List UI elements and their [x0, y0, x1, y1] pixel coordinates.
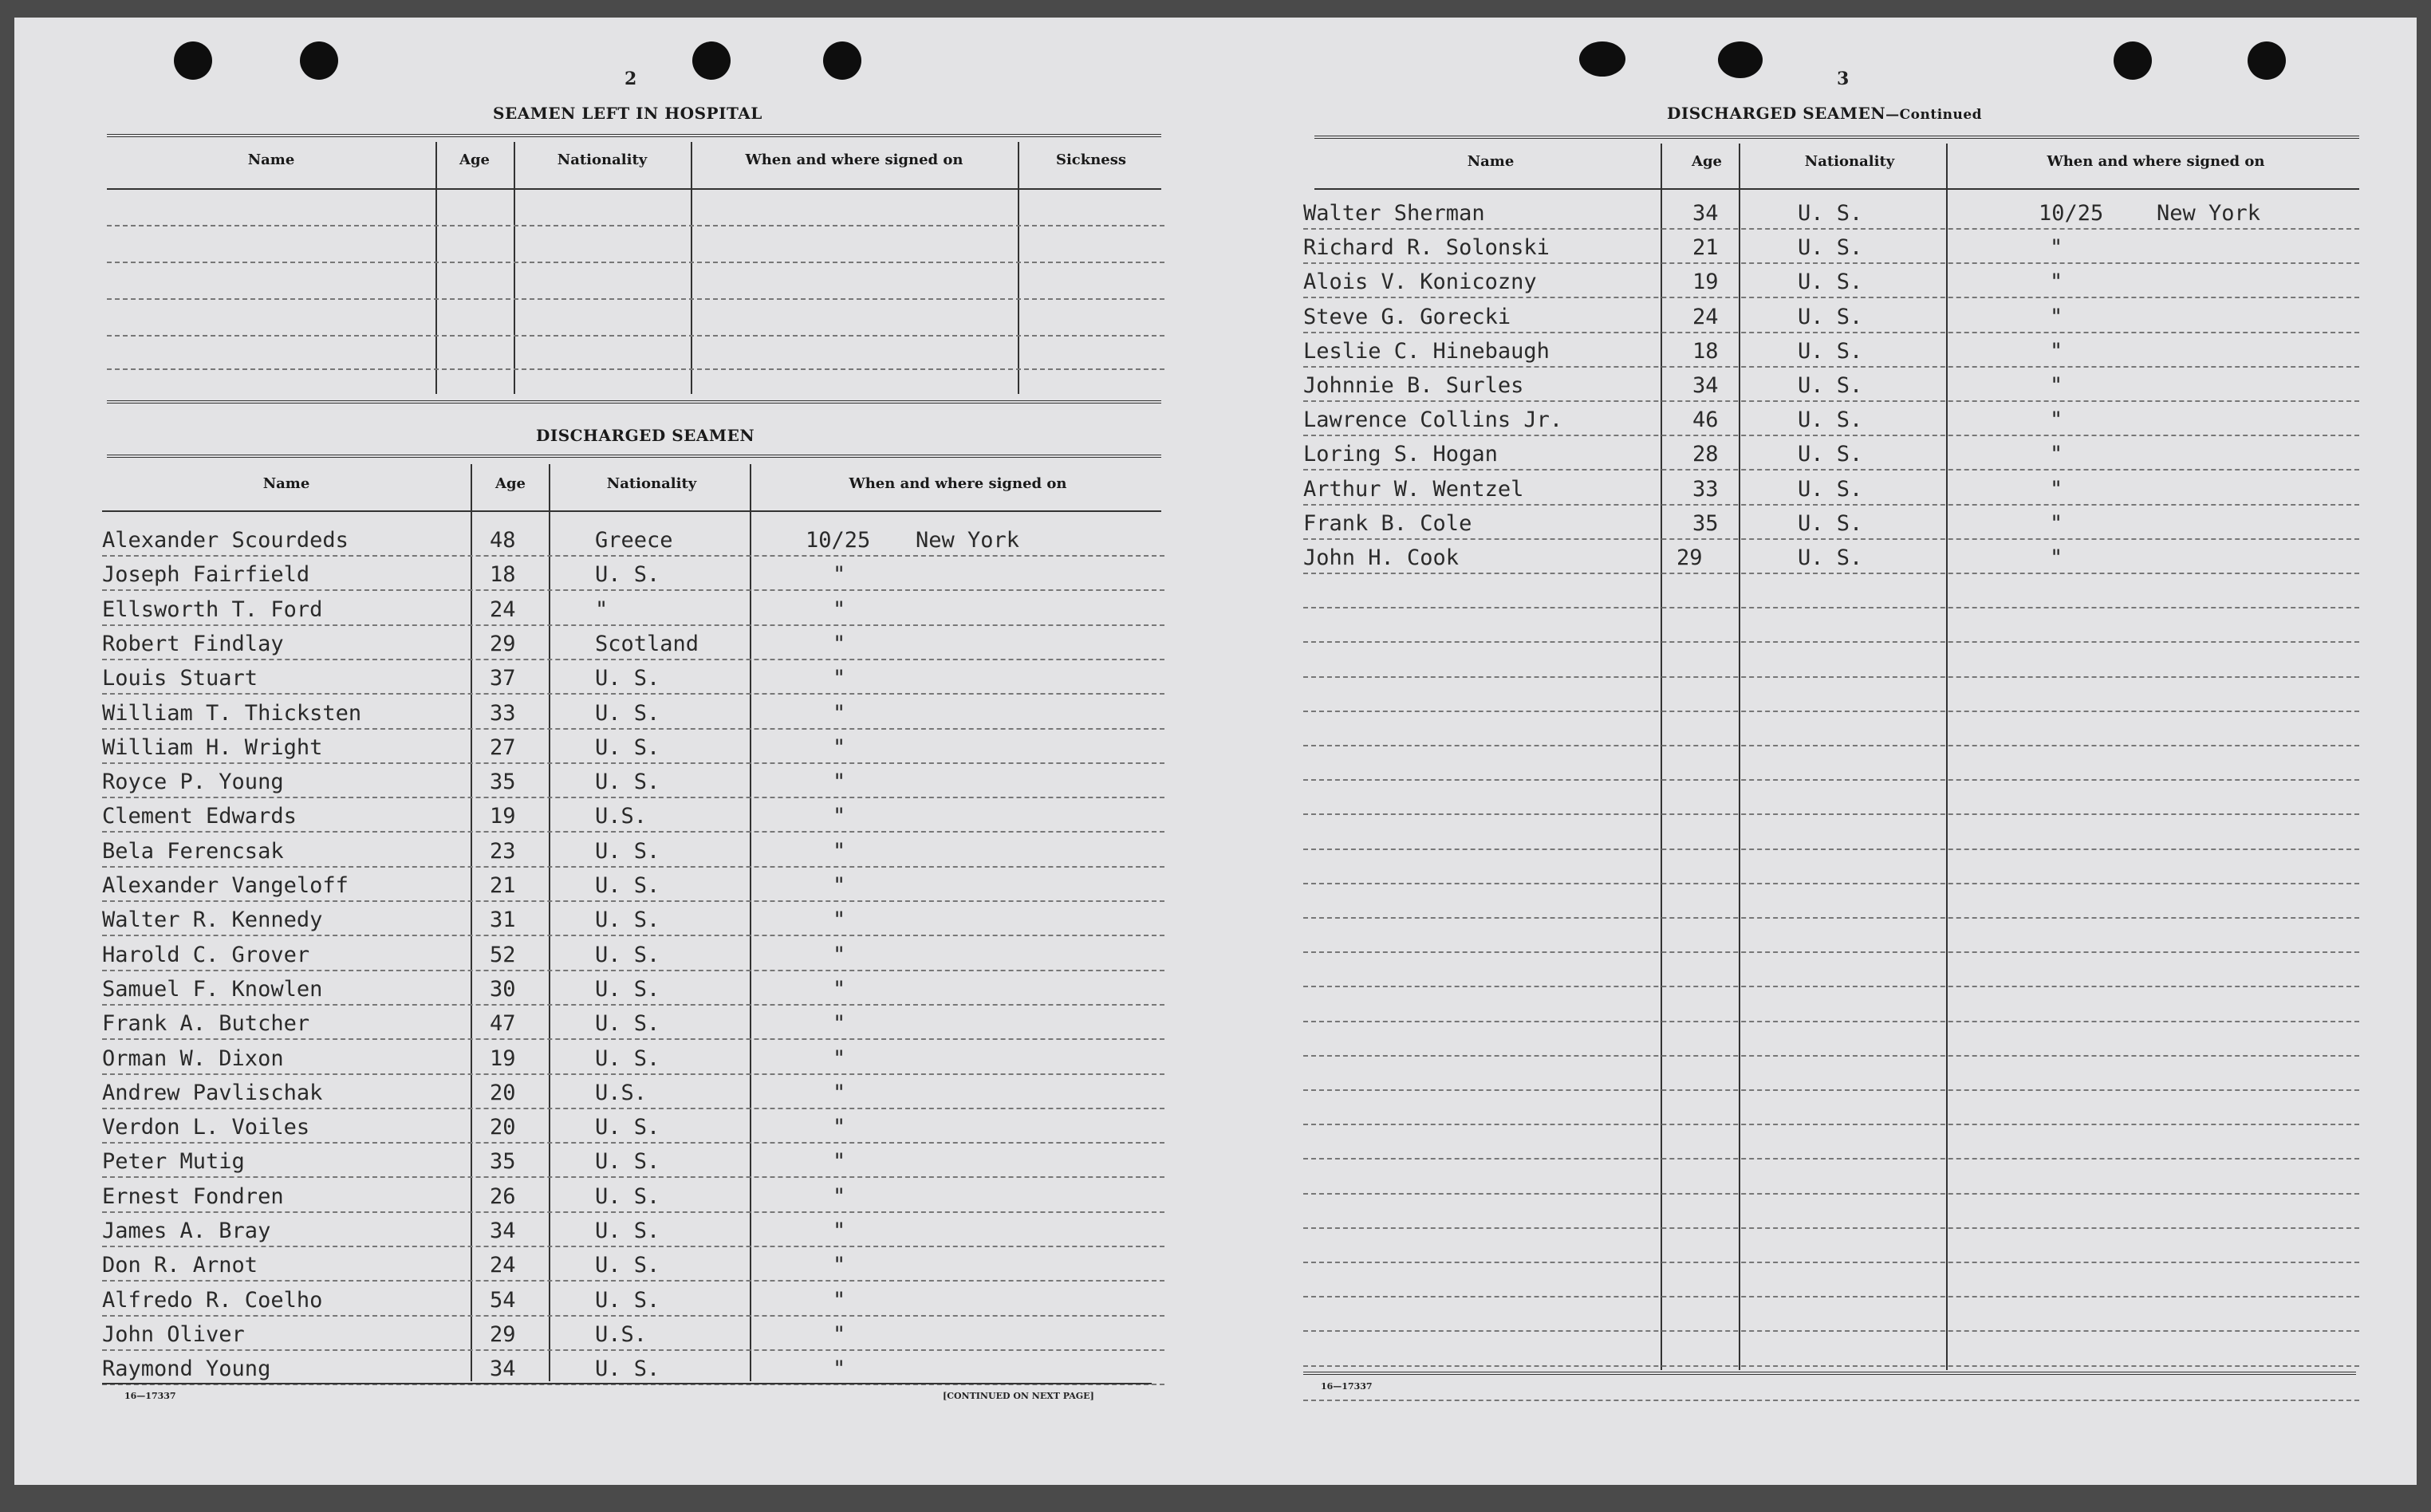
row-line	[1303, 1330, 2359, 1332]
seaman-age: 23	[490, 839, 516, 864]
signed-on-date: "	[833, 1322, 846, 1347]
seaman-name: Harold C. Grover	[102, 943, 310, 967]
row-line	[102, 1315, 1164, 1317]
row-line	[1303, 1055, 2359, 1057]
column-header: When and where signed on	[2047, 153, 2265, 170]
seaman-age: 35	[1692, 511, 1719, 536]
seaman-age: 29	[1676, 545, 1703, 570]
row-line	[1303, 986, 2359, 987]
row-line	[1303, 676, 2359, 678]
seaman-name: Raymond Young	[102, 1356, 271, 1381]
seaman-name: Royce P. Young	[102, 770, 284, 794]
seaman-name: Loring S. Hogan	[1303, 442, 1498, 467]
row-line	[1303, 641, 2359, 643]
column-header: Sickness	[1055, 152, 1127, 168]
row-line	[1303, 332, 2359, 333]
row-line	[1303, 469, 2359, 471]
signed-on-date: "	[833, 943, 846, 967]
form-number: 16—17337	[1321, 1381, 1373, 1392]
row-line	[1303, 1296, 2359, 1297]
seaman-age: 46	[1692, 408, 1719, 432]
seaman-name: Orman W. Dixon	[102, 1046, 284, 1071]
seaman-age: 34	[490, 1219, 516, 1243]
blank-row-line	[107, 368, 1164, 370]
seaman-nationality: U. S.	[595, 701, 660, 726]
seaman-name: Robert Findlay	[102, 632, 284, 656]
signed-on-date: "	[2050, 442, 2063, 467]
row-line	[102, 866, 1164, 868]
seaman-name: Alois V. Konicozny	[1303, 270, 1537, 294]
seaman-name: James A. Bray	[102, 1219, 271, 1243]
row-line	[102, 589, 1164, 591]
seaman-age: 24	[490, 597, 516, 622]
row-line	[102, 659, 1164, 660]
row-line	[102, 762, 1164, 764]
seaman-nationality: U.S.	[595, 1081, 648, 1105]
column-header: When and where signed on	[849, 475, 1067, 492]
seaman-nationality: U.S.	[595, 1322, 648, 1347]
row-line	[1303, 883, 2359, 884]
row-line	[102, 1004, 1164, 1006]
seaman-nationality: U. S.	[1798, 270, 1863, 294]
row-line	[102, 1246, 1164, 1247]
seaman-age: 21	[1692, 235, 1719, 260]
column-header: When and where signed on	[745, 152, 963, 168]
seaman-nationality: U. S.	[1798, 477, 1863, 502]
seaman-age: 24	[1692, 305, 1719, 329]
row-line	[1303, 1262, 2359, 1263]
seaman-nationality: U. S.	[595, 908, 660, 932]
column-divider	[750, 464, 751, 1381]
row-line	[102, 1108, 1164, 1109]
signed-on-date: "	[2050, 477, 2063, 502]
seaman-nationality: U. S.	[1798, 201, 1863, 226]
blank-row-line	[107, 225, 1164, 226]
column-header: Age	[1691, 153, 1722, 170]
seaman-nationality: U. S.	[1798, 305, 1863, 329]
seaman-nationality: U.S.	[595, 804, 648, 829]
row-line	[1303, 951, 2359, 953]
row-line	[1303, 711, 2359, 712]
rule	[1314, 136, 2359, 141]
seaman-name: Frank B. Cole	[1303, 511, 1472, 536]
seaman-name: Don R. Arnot	[102, 1253, 258, 1278]
row-line	[1303, 1365, 2359, 1367]
seaman-nationality: U. S.	[1798, 408, 1863, 432]
row-line	[1303, 1021, 2359, 1022]
seaman-nationality: U. S.	[1798, 511, 1863, 536]
blank-row-line	[107, 298, 1164, 300]
seaman-name: William H. Wright	[102, 735, 323, 760]
row-line	[1303, 849, 2359, 850]
column-header: Age	[494, 475, 526, 492]
seaman-age: 54	[490, 1288, 516, 1313]
seaman-age: 34	[1692, 201, 1719, 226]
seaman-age: 19	[490, 804, 516, 829]
row-line	[102, 797, 1164, 798]
signed-on-date: "	[833, 1253, 846, 1278]
column-divider	[549, 464, 550, 1381]
signed-on-date: "	[833, 735, 846, 760]
row-line	[102, 1176, 1164, 1178]
row-line	[102, 1038, 1164, 1040]
rule	[107, 400, 1161, 406]
signed-on-date: "	[2050, 408, 2063, 432]
row-line	[1303, 1124, 2359, 1125]
row-line	[1303, 745, 2359, 746]
row-line	[1303, 504, 2359, 506]
row-line	[1303, 1158, 2359, 1160]
signed-on-date: "	[833, 1219, 846, 1243]
seaman-age: 33	[1692, 477, 1719, 502]
seaman-age: 26	[490, 1184, 516, 1209]
seaman-age: 52	[490, 943, 516, 967]
row-line	[1303, 573, 2359, 574]
row-line	[102, 1280, 1164, 1282]
seaman-nationality: U. S.	[1798, 235, 1863, 260]
seaman-nationality: U. S.	[1798, 339, 1863, 364]
seaman-name: Richard R. Solonski	[1303, 235, 1550, 260]
row-line	[1303, 1400, 2359, 1401]
seaman-nationality: U. S.	[1798, 545, 1863, 570]
signed-on-date: "	[833, 1184, 846, 1209]
signed-on-date: "	[833, 977, 846, 1002]
column-header: Age	[459, 152, 490, 168]
seaman-age: 29	[490, 1322, 516, 1347]
seaman-name: Lawrence Collins Jr.	[1303, 408, 1563, 432]
blank-row-line	[107, 262, 1164, 263]
rule	[107, 134, 1161, 140]
title-main: DISCHARGED SEAMEN	[1667, 104, 1886, 123]
signed-on-date: "	[833, 1046, 846, 1071]
page-number: 3	[1837, 69, 1850, 89]
row-line	[102, 935, 1164, 936]
column-header: Nationality	[606, 475, 697, 492]
column-divider	[1018, 142, 1019, 394]
seaman-age: 35	[490, 770, 516, 794]
seaman-name: Walter Sherman	[1303, 201, 1485, 226]
seaman-nationality: "	[595, 597, 609, 622]
seaman-age: 18	[1692, 339, 1719, 364]
seaman-nationality: U. S.	[595, 562, 660, 587]
seaman-age: 34	[490, 1356, 516, 1381]
signed-on-date: "	[833, 701, 846, 726]
column-divider	[435, 142, 437, 394]
seaman-name: Ernest Fondren	[102, 1184, 284, 1209]
seaman-name: Clement Edwards	[102, 804, 297, 829]
row-line	[1303, 297, 2359, 298]
seaman-name: Joseph Fairfield	[102, 562, 310, 587]
row-line	[1303, 1089, 2359, 1091]
row-line	[1303, 366, 2359, 368]
seaman-nationality: U. S.	[595, 1184, 660, 1209]
rule	[102, 1383, 1152, 1384]
signed-on-date: "	[2050, 235, 2063, 260]
seaman-nationality: U. S.	[595, 1253, 660, 1278]
signed-on-date: "	[833, 1288, 846, 1313]
seaman-age: 48	[490, 528, 516, 553]
form-number: 16—17337	[124, 1391, 176, 1401]
column-header: Name	[247, 152, 295, 168]
signed-on-date: 10/25	[806, 528, 871, 553]
column-divider	[1739, 144, 1740, 1370]
signed-on-date: "	[2050, 305, 2063, 329]
signed-on-date: "	[833, 804, 846, 829]
seaman-name: Leslie C. Hinebaugh	[1303, 339, 1550, 364]
row-line	[102, 693, 1164, 695]
seaman-name: Johnnie B. Surles	[1303, 373, 1524, 398]
column-divider	[1661, 144, 1662, 1370]
seaman-nationality: U. S.	[1798, 442, 1863, 467]
rule	[102, 510, 1161, 512]
row-line	[1303, 262, 2359, 264]
row-line	[102, 1349, 1164, 1351]
hospital-title: SEAMEN LEFT IN HOSPITAL	[493, 104, 762, 123]
row-line	[1303, 779, 2359, 781]
signed-on-date: "	[833, 770, 846, 794]
signed-on-date: "	[833, 562, 846, 587]
document-sheet	[14, 18, 2417, 1485]
signed-on-date: "	[833, 666, 846, 691]
seaman-nationality: U. S.	[595, 839, 660, 864]
signed-on-date: "	[833, 597, 846, 622]
row-line	[102, 1142, 1164, 1144]
row-line	[102, 1211, 1164, 1213]
seaman-name: Peter Mutig	[102, 1149, 245, 1174]
seaman-name: Ellsworth T. Ford	[102, 597, 323, 622]
signed-on-date: "	[833, 873, 846, 898]
signed-on-date: "	[833, 839, 846, 864]
seaman-nationality: U. S.	[595, 1011, 660, 1036]
seaman-age: 27	[490, 735, 516, 760]
row-line	[1303, 400, 2359, 402]
column-header: Nationality	[557, 152, 648, 168]
row-line	[102, 728, 1164, 730]
seaman-nationality: U. S.	[595, 770, 660, 794]
signed-on-date: 10/25	[2039, 201, 2104, 226]
rule	[1303, 1372, 2356, 1377]
seaman-age: 18	[490, 562, 516, 587]
seaman-nationality: U. S.	[595, 1356, 660, 1381]
signed-on-date: "	[833, 632, 846, 656]
rule	[1314, 188, 2359, 190]
left-page	[14, 18, 1211, 1485]
signed-on-date: "	[833, 1149, 846, 1174]
signed-on-place: New York	[2157, 201, 2261, 226]
signed-on-date: "	[2050, 373, 2063, 398]
seaman-name: John H. Cook	[1303, 545, 1460, 570]
seaman-name: William T. Thicksten	[102, 701, 362, 726]
seaman-age: 35	[490, 1149, 516, 1174]
seaman-nationality: U. S.	[595, 977, 660, 1002]
seaman-age: 29	[490, 632, 516, 656]
row-line	[1303, 607, 2359, 608]
signed-on-place: New York	[916, 528, 1020, 553]
row-line	[1303, 917, 2359, 919]
seaman-name: Frank A. Butcher	[102, 1011, 310, 1036]
signed-on-date: "	[2050, 545, 2063, 570]
row-line	[102, 970, 1164, 971]
seaman-name: Samuel F. Knowlen	[102, 977, 323, 1002]
column-header: Nationality	[1804, 153, 1895, 170]
seaman-nationality: U. S.	[595, 1288, 660, 1313]
continued-note: [CONTINUED ON NEXT PAGE]	[943, 1391, 1094, 1401]
seaman-nationality: U. S.	[595, 1149, 660, 1174]
right-page	[1211, 18, 2417, 1485]
seaman-nationality: U. S.	[595, 943, 660, 967]
seaman-name: Arthur W. Wentzel	[1303, 477, 1524, 502]
seaman-nationality: U. S.	[1798, 373, 1863, 398]
seaman-age: 31	[490, 908, 516, 932]
column-divider	[514, 142, 515, 394]
seaman-nationality: U. S.	[595, 666, 660, 691]
seaman-age: 30	[490, 977, 516, 1002]
title-suffix: —Continued	[1885, 107, 1983, 123]
seaman-name: Alexander Vangeloff	[102, 873, 349, 898]
seaman-name: Verdon L. Voiles	[102, 1115, 310, 1140]
seaman-age: 47	[490, 1011, 516, 1036]
seaman-name: Steve G. Gorecki	[1303, 305, 1511, 329]
signed-on-date: "	[833, 1115, 846, 1140]
seaman-age: 19	[490, 1046, 516, 1071]
signed-on-date: "	[2050, 511, 2063, 536]
seaman-age: 28	[1692, 442, 1719, 467]
row-line	[1303, 435, 2359, 436]
seaman-age: 33	[490, 701, 516, 726]
signed-on-date: "	[833, 1011, 846, 1036]
seaman-nationality: U. S.	[595, 1046, 660, 1071]
seaman-age: 21	[490, 873, 516, 898]
column-divider	[471, 464, 472, 1381]
seaman-nationality: U. S.	[595, 1219, 660, 1243]
column-divider	[1946, 144, 1948, 1370]
row-line	[102, 624, 1164, 626]
row-line	[1303, 1193, 2359, 1195]
seaman-age: 19	[1692, 270, 1719, 294]
signed-on-date: "	[2050, 339, 2063, 364]
seaman-nationality: U. S.	[595, 1115, 660, 1140]
column-header: Name	[262, 475, 310, 492]
signed-on-date: "	[833, 1081, 846, 1105]
seaman-nationality: Scotland	[595, 632, 699, 656]
row-line	[102, 900, 1164, 902]
row-line	[1303, 538, 2359, 540]
seaman-name: Alexander Scourdeds	[102, 528, 349, 553]
signed-on-date: "	[833, 908, 846, 932]
seaman-nationality: U. S.	[595, 735, 660, 760]
seaman-age: 20	[490, 1115, 516, 1140]
row-line	[1303, 1227, 2359, 1229]
seaman-age: 34	[1692, 373, 1719, 398]
row-line	[1303, 813, 2359, 815]
column-divider	[691, 142, 692, 394]
rule	[107, 455, 1161, 460]
seaman-name: Walter R. Kennedy	[102, 908, 323, 932]
page-number: 2	[624, 69, 637, 89]
seaman-name: Alfredo R. Coelho	[102, 1288, 323, 1313]
seaman-nationality: Greece	[595, 528, 673, 553]
seaman-nationality: U. S.	[595, 873, 660, 898]
column-header: Name	[1467, 153, 1515, 170]
seaman-name: Bela Ferencsak	[102, 839, 284, 864]
seaman-name: Louis Stuart	[102, 666, 258, 691]
discharged-title: DISCHARGED SEAMEN	[536, 426, 755, 445]
seaman-age: 20	[490, 1081, 516, 1105]
row-line	[102, 555, 1164, 557]
blank-row-line	[107, 335, 1164, 337]
seaman-name: John Oliver	[102, 1322, 245, 1347]
continued-title	[1667, 104, 1982, 123]
signed-on-date: "	[833, 1356, 846, 1381]
signed-on-date: "	[2050, 270, 2063, 294]
seaman-name: Andrew Pavlischak	[102, 1081, 323, 1105]
seaman-age: 24	[490, 1253, 516, 1278]
row-line	[102, 831, 1164, 833]
row-line	[1303, 228, 2359, 230]
rule	[107, 188, 1161, 190]
row-line	[102, 1073, 1164, 1075]
seaman-age: 37	[490, 666, 516, 691]
